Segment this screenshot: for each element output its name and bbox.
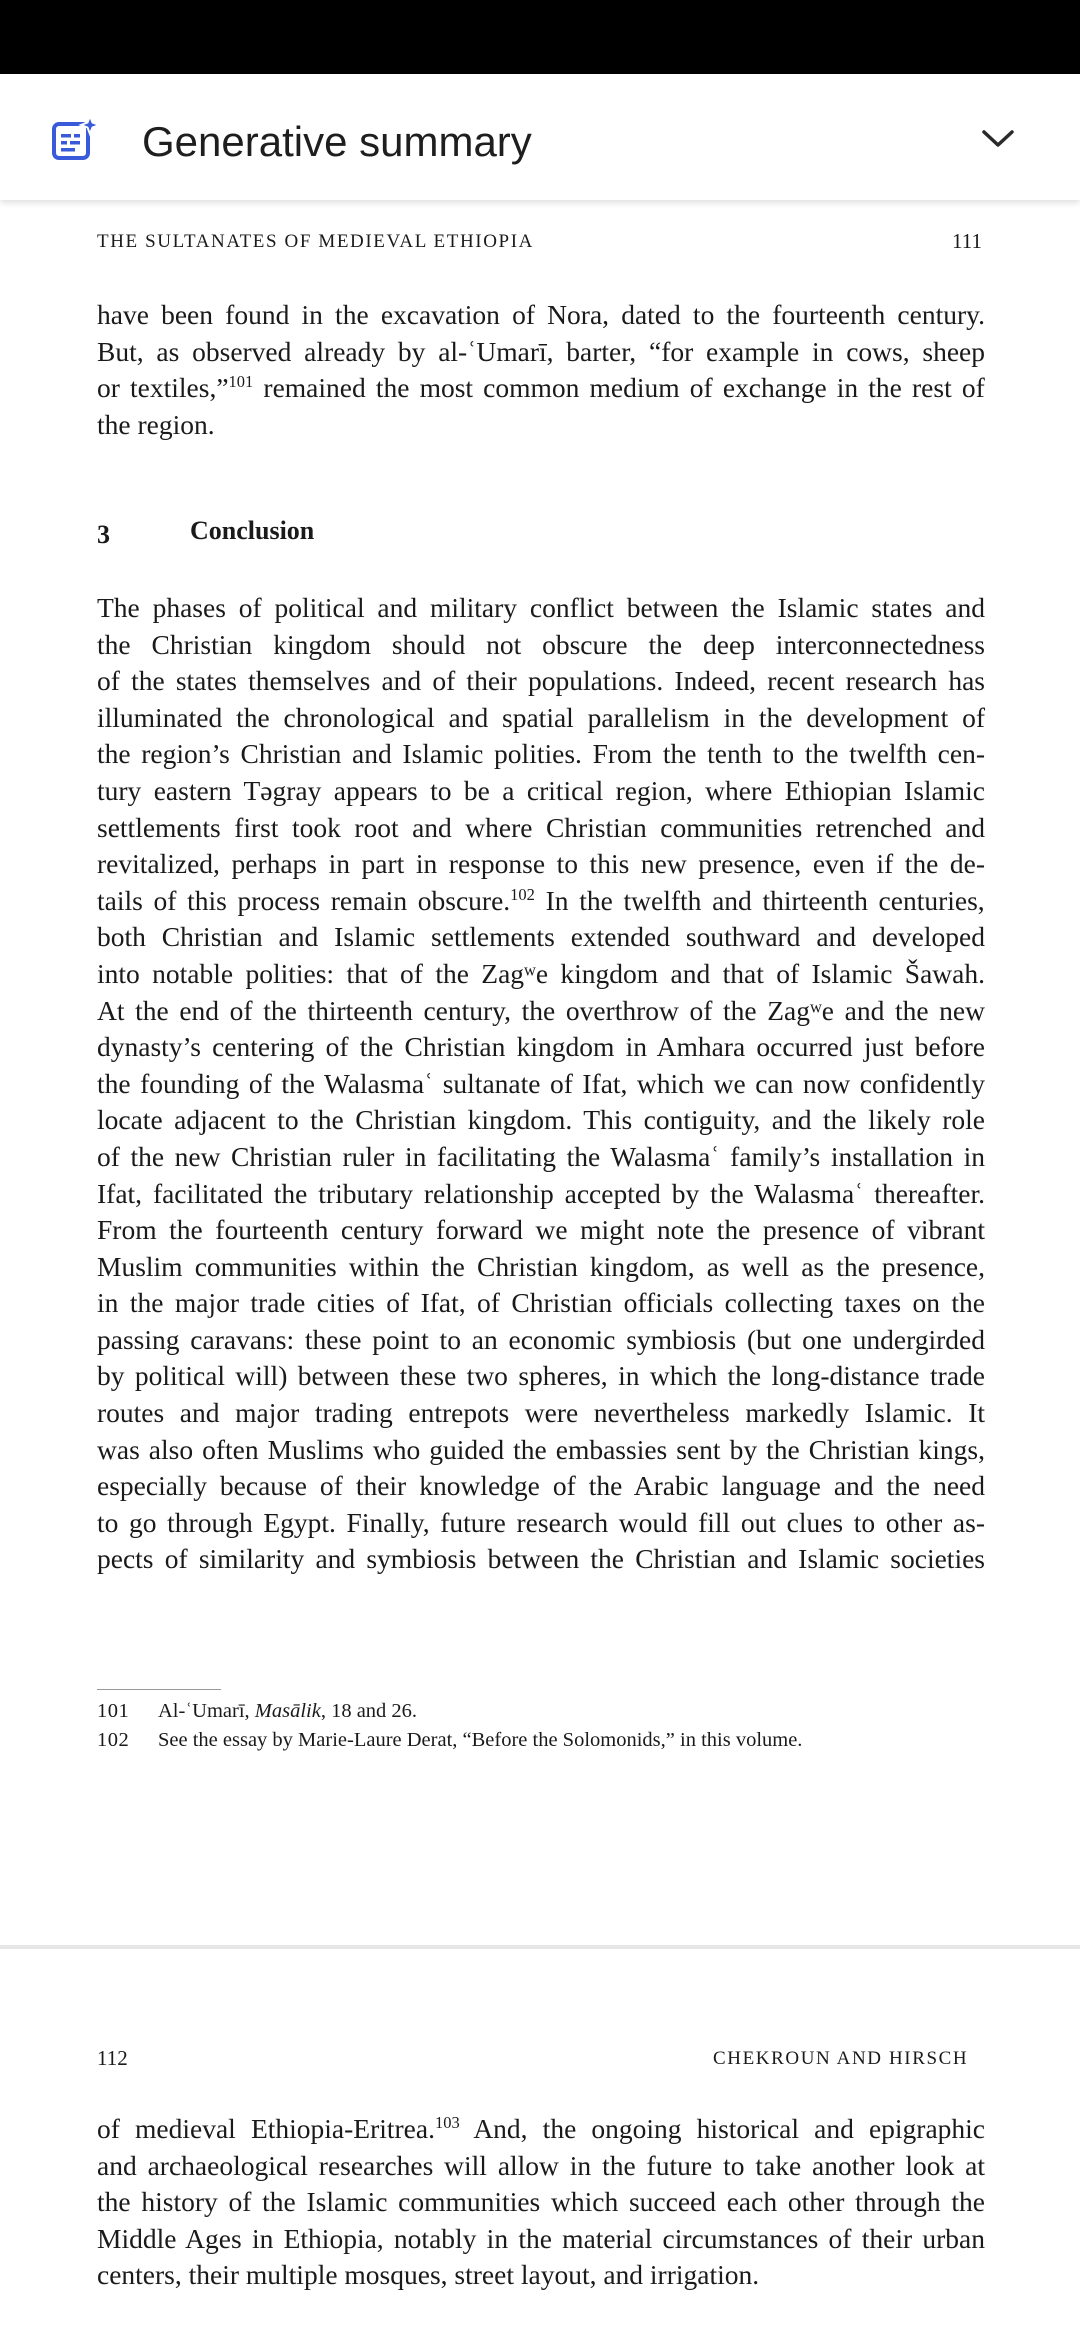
status-bar — [0, 0, 1080, 74]
page-divider — [0, 1945, 1080, 1949]
text-line: the Christian kingdom should not obscure the deep interconnectedness — [97, 628, 985, 660]
text-line: the founding of the Walasmaʿ sultanate of Ifat, which we can now confidently — [97, 1067, 985, 1099]
page-number: 111 — [952, 229, 982, 253]
section-number: 3 — [97, 520, 110, 549]
text-line: of the states themselves and of their populations. Indeed, recent research has — [97, 665, 985, 697]
text-line: locate adjacent to the Christian kingdom. This contiguity, and the likely role — [97, 1104, 985, 1136]
text-line: into notable polities: that of the Zagʷe kingdom and that of Islamic Šawah. — [97, 957, 985, 989]
text-line: illuminated the chronological and spatial parallelism in the development of — [97, 701, 985, 733]
footnote-101: 101 Al-ʿUmarī, Masālik, 18 and 26. — [97, 1700, 418, 1722]
text-line: or textiles,”$^{101}$ remained the most common medium of exchange in the rest of — [97, 372, 985, 404]
footnote-number: 102 — [97, 1729, 130, 1751]
text-line: was also often Muslims who guided the embassies sent by the Christian kings, — [97, 1433, 985, 1465]
text-line: have been found in the excavation of Nora, dated to the fourteenth century. — [97, 299, 985, 330]
text-line: the history of the Islamic communities which succeed each other through the — [97, 2186, 985, 2218]
text-line: The phases of political and military conflict between the Islamic states and — [97, 592, 985, 623]
ai-summary-icon[interactable] — [50, 114, 100, 164]
text-line: of the new Christian ruler in facilitating the Walasmaʿ family’s installation in — [97, 1140, 985, 1172]
running-head: CHEKROUN AND HIRSCH — [713, 2048, 969, 2069]
footnote-102: 102 See the essay by Marie-Laure Derat, “Before the Solomonids,” in this volume. — [97, 1729, 803, 1751]
text-line: revitalized, perhaps in part in response to this new presence, even if the de- — [97, 848, 985, 880]
text-line: the region’s Christian and Islamic polities. From the tenth to the twelfth cen- — [97, 738, 985, 770]
generative-summary-header[interactable] — [0, 74, 1080, 200]
footnote-ref-103[interactable]: 103 — [434, 2112, 460, 2132]
text-line: of medieval Ethiopia-Eritrea.$^{103}$ And, the ongoing historical and epigraphic — [97, 2112, 986, 2144]
text-line: passing caravans: these point to an economic symbiosis (but one undergirded — [97, 1323, 985, 1355]
text-line: centers, their multiple mosques, street layout, and irrigation. — [97, 2259, 760, 2291]
chevron-down-icon — [981, 128, 1015, 155]
header-title: Generative summary — [142, 118, 532, 165]
text-line: pects of similarity and symbiosis between the Christian and Islamic societies — [97, 1543, 985, 1575]
section-title: Conclusion — [190, 516, 315, 545]
text-line: Middle Ages in Ethiopia, notably in the material circumstances of their urban — [97, 2222, 985, 2254]
text-line: both Christian and Islamic settlements extended southward and developed — [97, 921, 985, 953]
text-line: the region. — [97, 408, 215, 440]
collapse-button[interactable] — [968, 116, 1028, 166]
text-line: From the fourteenth century forward we might note the presence of vibrant — [97, 1214, 985, 1246]
intro-paragraph — [97, 297, 985, 443]
footnote-number: 101 — [97, 1700, 130, 1722]
page-number: 112 — [97, 2046, 128, 2070]
running-head: THE SULTANATES OF MEDIEVAL ETHIOPIA — [97, 231, 534, 252]
text-line: At the end of the thirteenth century, the overthrow of the Zagʷe and the new — [97, 994, 985, 1026]
text-line: But, as observed already by al-ʿUmarī, barter, “for example in cows, sheep — [97, 335, 985, 367]
text-line: routes and major trading entrepots were nevertheless markedly Islamic. It — [97, 1397, 985, 1429]
footnote-ref-101[interactable]: 101 — [228, 372, 254, 392]
text-line: tury eastern Təgray appears to be a critical region, where Ethiopian Islamic — [97, 774, 985, 806]
footnote-rule — [97, 1689, 221, 1690]
text-line: settlements first took root and where Christian communities retrenched and — [97, 811, 985, 843]
footnote-ref-102[interactable]: 102 — [510, 884, 535, 904]
continued-paragraph — [97, 2111, 985, 2294]
text-line: and archaeological researches will allow in the future to take another look at — [97, 2149, 985, 2181]
text-line: Muslim communities within the Christian kingdom, as well as the presence, — [97, 1250, 985, 1282]
text-line: in the major trade cities of Ifat, of Christian officials collecting taxes on the — [97, 1287, 985, 1319]
text-line: tails of this process remain obscure.$^{102}$ In the twelfth and thirteenth centuries, — [97, 884, 985, 916]
text-line: by political will) between these two spheres, in which the long-distance trade — [97, 1360, 985, 1392]
text-line: to go through Egypt. Finally, future research would fill out clues to other as- — [97, 1506, 985, 1538]
text-line: especially because of their knowledge of the Arabic language and the need — [97, 1470, 985, 1502]
text-line: Ifat, facilitated the tributary relationship accepted by the Walasmaʿ thereafter. — [97, 1177, 985, 1209]
text-line: dynasty’s centering of the Christian kingdom in Amhara occurred just before — [97, 1031, 985, 1063]
body-paragraph — [97, 590, 985, 1578]
